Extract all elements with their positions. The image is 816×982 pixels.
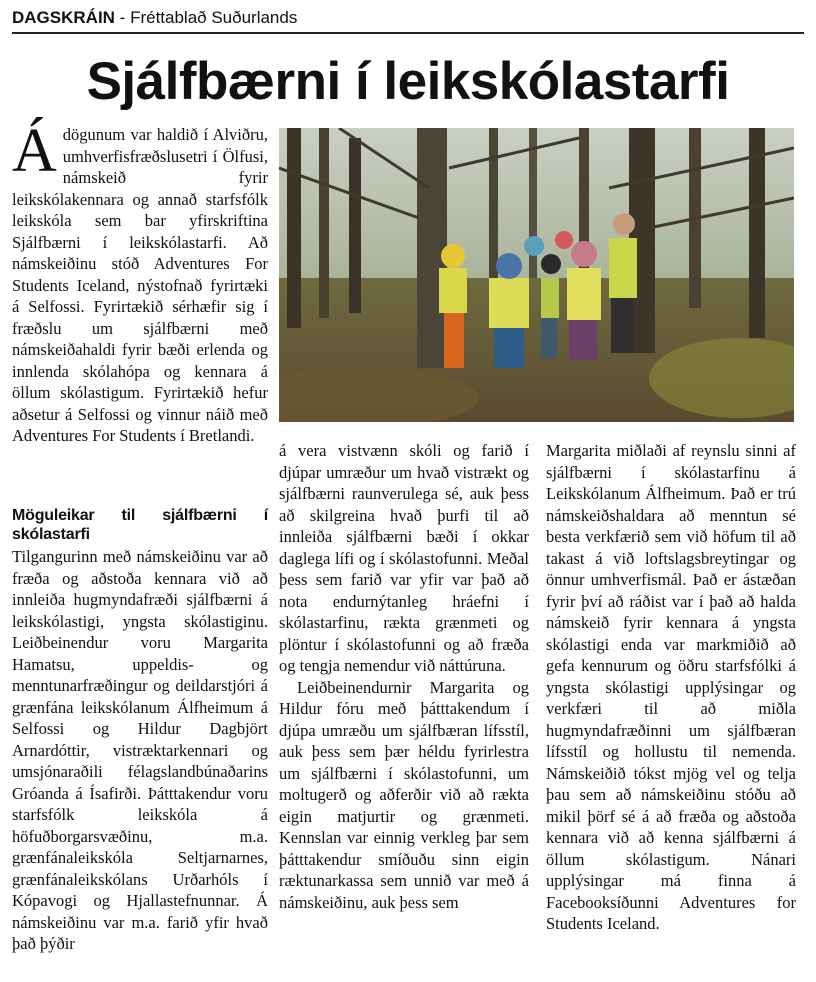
article-column-3: [546, 440, 796, 935]
article-paragraph-1-part-a: Tilgangurinn með námskeiðinu var að fræða og aðstoða kennara við að innleiða hugmyndafræði sjálfbærni á leikskólastigi, yngsta skólastiginu. Leiðbeinendur voru Margarita Hamatsu, uppeldis- og menntunarfræðingur og deildarstjóri á grænfána leikskólanum Álfheimum á Selfossi og Hildur Dagbjört Arnardóttir, vistræktarkennari og umsjónaraðili félagslandbúnaðarins Gróanda á Ísafirði. Þátttakendur voru starfsfólk leikskóla á höfuðborgarsvæðinu, m.a. grænfánaleikskóla Seltjarnarnes, grænfánaleikskólans Urðarhóls í Kópavogi og Hjallastefnunnar. Á námskeiðinu var m.a. farið yfir hvað það þýðir: [12, 547, 268, 953]
drop-cap: Á: [12, 117, 57, 185]
masthead-brand: DAGSKRÁIN: [12, 8, 115, 27]
masthead-separator: -: [114, 8, 131, 27]
article-intro: dögunum var haldið í Alviðru, umhverfisfræðslusetri í Ölfusi, námskeið fyrir leikskólakennara og annað starfsfólk leikskóla sem bar yfirskriftina Sjálfbærni í leikskólastarfi. Að námskeiðinu stóð Adventures For Students Iceland, nýstofnað fyrirtæki á Selfossi. Fyrirtækið sérhæfir sig í fræðslu um sjálfbærni með námskeiðahaldi fyrir bæði erlenda og innlenda skólahópa og kennara á öllum skólastigum. Fyrirtækið hefur aðsetur á Selfossi og vinnur náið með Adventures For Students í Bretlandi.: [12, 125, 268, 445]
article-photo: [279, 128, 794, 422]
section-subhead: Möguleikar til sjálfbærni í skólastarfi: [12, 507, 268, 543]
masthead-subtitle: Fréttablað Suðurlands: [130, 8, 298, 27]
article-paragraph-1-part-b: á vera vistvænn skóli og farið í djúpar umræður um hvað vistrækt og sjálfbærni raunverulega sé, auk þess að skilgreina hvað þurfi til að innleiða sjálfbærni bæði í okkar daglega lífi og í skólastofunni. Meðal þess sem farið var yfir var það að nota endurnýtanleg hráefni í skólastarfinu, rækta grænmeti og plöntur í skólastofunni og að fræða og tengja nemendur við náttúruna.: [279, 441, 529, 675]
article-paragraph-2-part-b: Margarita miðlaði af reynslu sinni af sjálfbærni í skólastarfinu á Leikskólanum Álfheimum. Það er trú námskeiðshaldara að menntun sé besta verkfærið sem við höfum til að takast á við loftslagsbreytingar og önnur umhverfismál. Það er ástæðan fyrir því að ráðist var í það að halda námskeið fyrir kennara á yngsta skólastigi enda var markmiðið að gefa kennurum og öðru starfsfólki á yngsta skólastigi upplýsingar og verkfæri til að miðla hugmyndafræðinni um sjálfbæran lífsstíl og hollustu til nemenda. Námskeiðið tókst mjög vel og telja þau sem að námskeiðinu stóðu að mikil þörf sé á að fræða og aðstoða kennara við að kenna sjálfbærni á öllum skólastigum. Nánari upplýsingar má finna á Facebooksíðunni Adventures for Students Iceland.: [546, 441, 796, 933]
photo-children-forest-icon: [279, 128, 794, 422]
article-column-2: [279, 440, 529, 913]
page-title: Sjálfbærni í leikskólastarfi: [86, 52, 730, 111]
article-column-1-continued: [12, 506, 268, 955]
article-paragraph-2-part-a: Leiðbeinendurnir Margarita og Hildur fóru með þátttakendum í djúpa umræðu um sjálfbæran lífsstíl, auk þess sem þær héldu fyrirlestra um sjálfbærni í skólastofunni, um moltugerð og aðferðir við að rækta eigin matjurtir og grænmeti. Kennslan var einnig verkleg þar sem þátttakendur smíðuðu sinn eigin ræktunarkassa sem unnið var með á námskeiðinu, auk þess sem: [279, 677, 529, 912]
article-column-1: [12, 117, 268, 447]
masthead: [12, 6, 804, 34]
